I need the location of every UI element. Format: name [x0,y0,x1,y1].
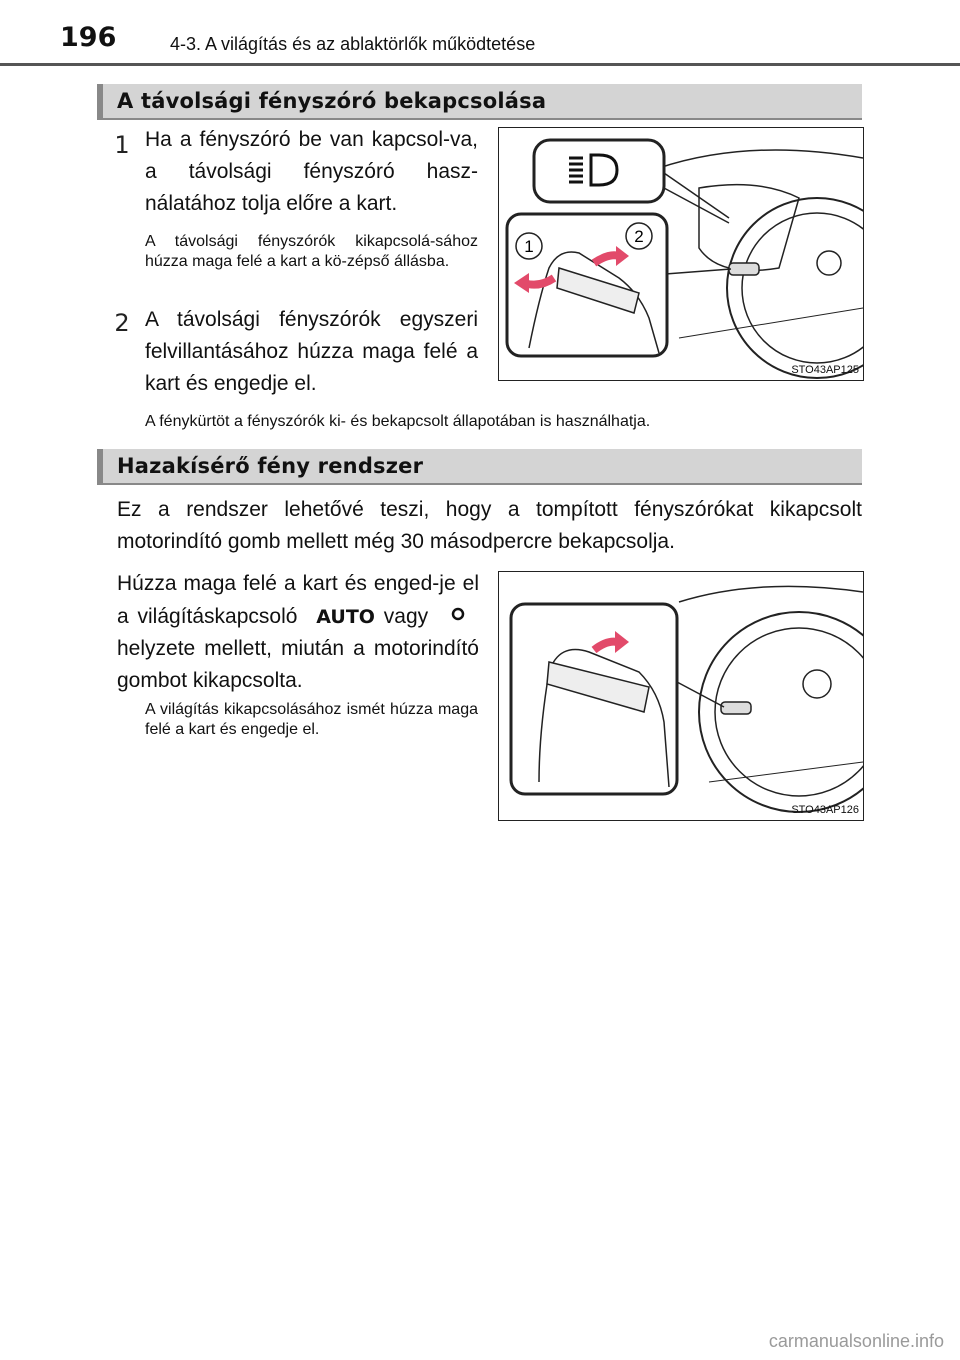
illustration-code: STO43AP125 [791,364,859,376]
step-1-note: A távolsági fényszórók kikapcsolá-sához húzza maga felé a kart a kö-zépső állásba. [145,233,478,270]
high-beam-lever-drawing [499,128,863,380]
chapter-title: 4-3. A világítás és az ablaktörlők működtetése [170,34,536,54]
header-rule [0,63,960,66]
section-heading-follow-me-home: Hazakísérő fény rendszer [97,449,862,485]
flash-note: A fénykürtöt a fényszórók ki- és bekapcsolt állapotában is használhatja. [145,413,651,430]
follow-me-intro: Ez a rendszer lehetővé teszi, hogy a tompított fényszórókat kikapcsolt motorindító gomb mellett még 30 másodpercre bekapcsolja. [117,498,862,553]
follow-me-instruction [117,568,479,697]
step-2-text: A távolsági fényszórók egyszeri felvillantásához húzza maga felé a kart és engedje el. [145,308,478,395]
instruction-part-b: vagy [383,605,429,628]
page-number: 196 [60,22,117,53]
follow-me-note: A világítás kikapcsolásához ismét húzza maga felé a kart és engedje el. [145,701,478,738]
illustration-high-beam [498,127,864,381]
instruction-part-c: helyzete mellett, miután a motorindító gombot kikapcsolta. [117,637,479,692]
auto-symbol: AUTO [316,606,375,628]
illustration-code-2: STO43AP126 [791,804,859,816]
callout-2: 2 [634,227,644,246]
step-number-1: 1 [114,131,130,159]
step-1-text: Ha a fényszóró be van kapcsol-va, a távolsági fényszóró hasz-nálatához tolja előre a kart. [145,128,478,215]
light-off-icon [447,600,469,632]
section-heading-high-beam: A távolsági fényszóró bekapcsolása [97,84,862,120]
instruction-part-a: Húzza maga felé a kart és enged-je el a világításkapcsoló [117,572,479,628]
illustration-follow-me-home [498,571,864,821]
step-number-2: 2 [114,309,130,337]
watermark: carmanualsonline.info [768,1331,944,1351]
lever-pull-drawing [499,572,863,820]
callout-1: 1 [524,237,534,256]
